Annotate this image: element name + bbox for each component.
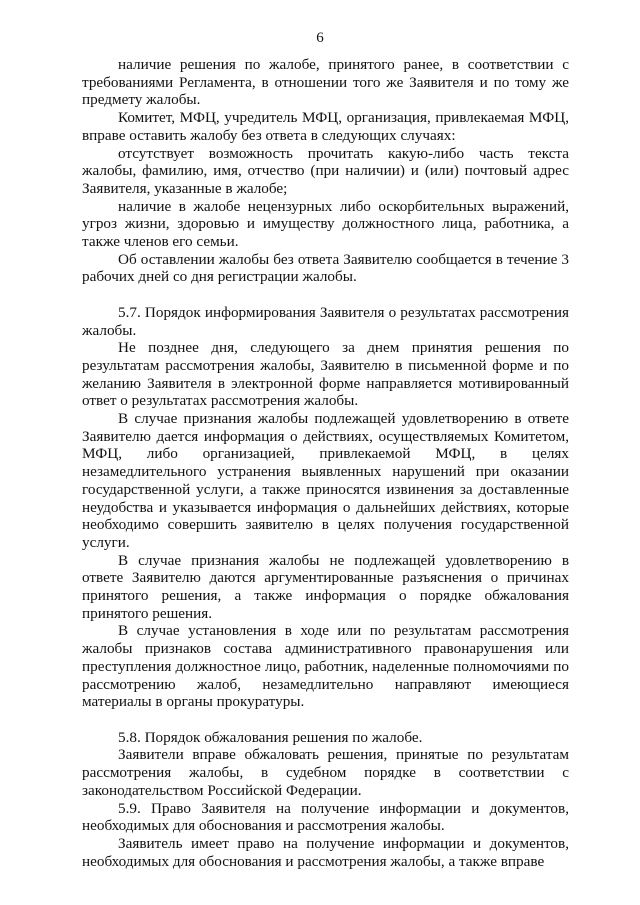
section-heading-5-9: 5.9. Право Заявителя на получение информации и документов, необходимых для обоснования и рассмотрения жалобы. <box>82 799 569 835</box>
paragraph: В случае признания жалобы подлежащей удовлетворению в ответе Заявителю дается информация о действиях, осуществляемых Комитетом, МФЦ, либо организацией, привлекаемой МФЦ, в целях незамедлительного устранения выявленных нарушений при оказании государственной услуги, а также приносятся извинения за доставленные неудобства и указывается информация о дальнейших действиях, которые необходимо совершить заявителю в целях получения государственной услуги. <box>82 410 569 551</box>
section-heading-5-7: 5.7. Порядок информирования Заявителя о результатах рассмотрения жалобы. <box>82 303 569 339</box>
paragraph: Не позднее дня, следующего за днем принятия решения по результатам рассмотрения жалобы, Заявителю в письменной форме и по желанию Заявителя в электронной форме направляется мотивированный ответ о результатах рассмотрения жалобы. <box>82 339 569 410</box>
paragraph: наличие решения по жалобе, принятого ранее, в соответствии с требованиями Регламента, в отношении того же Заявителя и по тому же предмету жалобы. <box>82 56 569 109</box>
paragraph: Об оставлении жалобы без ответа Заявителю сообщается в течение 3 рабочих дней со дня регистрации жалобы. <box>82 250 569 286</box>
paragraph: В случае установления в ходе или по результатам рассмотрения жалобы признаков состава административного правонарушения или преступления должностное лицо, работник, наделенные полномочиями по рассмотрению жалоб, незамедлительно направляют имеющиеся материалы в органы прокуратуры. <box>82 622 569 711</box>
paragraph: Комитет, МФЦ, учредитель МФЦ, организация, привлекаемая МФЦ, вправе оставить жалобу без ответа в следующих случаях: <box>82 109 569 144</box>
paragraph: Заявители вправе обжаловать решения, принятые по результатам рассмотрения жалобы, в судебном порядке в соответствии с законодательством Российской Федерации. <box>82 746 569 799</box>
paragraph: Заявитель имеет право на получение информации и документов, необходимых для обоснования и рассмотрения жалобы, а также вправе <box>82 834 569 870</box>
section-heading-5-8: 5.8. Порядок обжалования решения по жалобе. <box>118 728 423 746</box>
page-number: 6 <box>316 30 324 46</box>
paragraph: В случае признания жалобы не подлежащей удовлетворению в ответе Заявителю даются аргументированные разъяснения о причинах принятого решения, а также информация о порядке обжалования принятого решения. <box>82 551 569 622</box>
paragraph: отсутствует возможность прочитать какую-либо часть текста жалобы, фамилию, имя, отчество (при наличии) и (или) почтовый адрес Заявителя, указанные в жалобе; <box>82 144 569 197</box>
paragraph: наличие в жалобе нецензурных либо оскорбительных выражений, угроз жизни, здоровью и имуществу должностного лица, работника, а также членов его семьи. <box>82 197 569 251</box>
document-body <box>82 56 569 870</box>
